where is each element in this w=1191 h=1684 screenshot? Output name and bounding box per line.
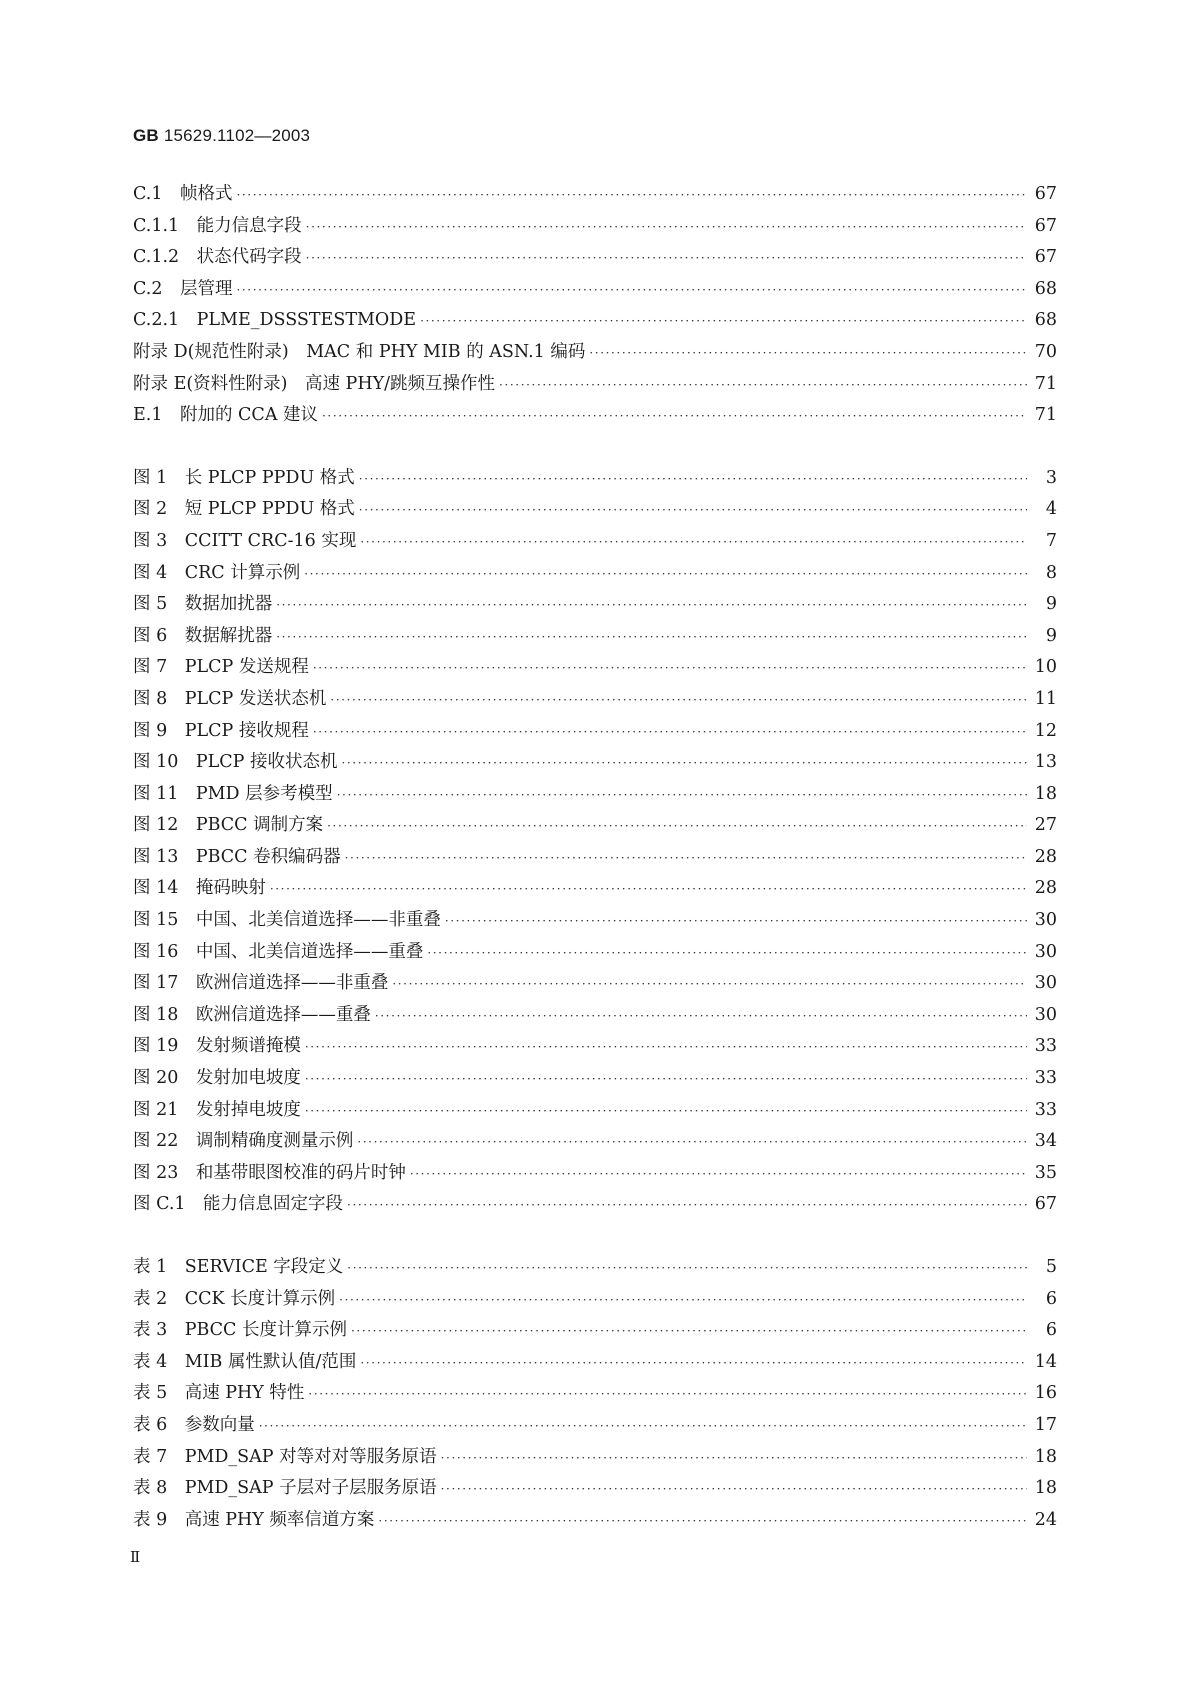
toc-entry[interactable] bbox=[133, 1190, 1057, 1222]
toc-entry-page: 17 bbox=[1034, 1414, 1057, 1435]
toc-entry-page: 68 bbox=[1034, 278, 1057, 299]
dot-leader bbox=[306, 220, 1027, 234]
toc-entry-page: 14 bbox=[1034, 1351, 1057, 1372]
dot-leader bbox=[322, 409, 1027, 423]
dot-leader bbox=[304, 567, 1027, 581]
dot-leader bbox=[360, 535, 1027, 549]
toc-entry-page: 67 bbox=[1034, 1194, 1057, 1215]
toc-entry[interactable] bbox=[133, 338, 1057, 370]
dot-leader bbox=[339, 1293, 1027, 1307]
toc-entry[interactable] bbox=[133, 212, 1057, 244]
dot-leader bbox=[341, 756, 1026, 770]
toc-entry-page: 70 bbox=[1034, 341, 1057, 362]
table-of-contents bbox=[133, 180, 1057, 1537]
toc-entry[interactable] bbox=[133, 969, 1057, 1001]
toc-entry-title: 图 6 数据解扰器 bbox=[133, 625, 273, 646]
toc-entry-title: 附录 E(资料性附录) 高速 PHY/跳频互操作性 bbox=[133, 373, 496, 394]
toc-entry[interactable] bbox=[133, 180, 1057, 212]
toc-entry-page: 30 bbox=[1034, 1004, 1057, 1025]
toc-entry-title: 图 3 CCITT CRC-16 实现 bbox=[133, 530, 357, 551]
dot-leader bbox=[270, 882, 1027, 896]
dot-leader bbox=[306, 251, 1027, 265]
toc-entry-title: 图 14 掩码映射 bbox=[133, 878, 266, 899]
toc-entry-title: 图 13 PBCC 卷积编码器 bbox=[133, 846, 341, 867]
toc-entry-title: 图 11 PMD 层参考模型 bbox=[133, 783, 333, 804]
toc-entry-page: 35 bbox=[1034, 1162, 1057, 1183]
toc-entry-title: 表 5 高速 PHY 特性 bbox=[133, 1383, 305, 1404]
toc-entry-page: 71 bbox=[1034, 405, 1057, 426]
dot-leader bbox=[420, 314, 1027, 328]
toc-entry-title: 附录 D(规范性附录) MAC 和 PHY MIB 的 ASN.1 编码 bbox=[133, 341, 586, 362]
toc-entry[interactable] bbox=[133, 1348, 1057, 1380]
dot-leader bbox=[359, 472, 1027, 486]
toc-entry-page: 7 bbox=[1045, 530, 1057, 551]
toc-entry-title: 图 19 发射频谱掩模 bbox=[133, 1036, 301, 1057]
toc-entry-title: 图 9 PLCP 接收规程 bbox=[133, 720, 309, 741]
dot-leader bbox=[378, 1514, 1026, 1528]
dot-leader bbox=[259, 1419, 1027, 1433]
toc-entry-page: 30 bbox=[1034, 941, 1057, 962]
toc-entry-page: 33 bbox=[1034, 1068, 1057, 1089]
dot-leader bbox=[357, 1135, 1026, 1149]
toc-entry[interactable] bbox=[133, 527, 1057, 559]
toc-entry-page: 8 bbox=[1045, 562, 1057, 583]
toc-entry-title: C.1.1 能力信息字段 bbox=[133, 215, 302, 236]
toc-entry-page: 16 bbox=[1034, 1383, 1057, 1404]
dot-leader bbox=[313, 725, 1027, 739]
toc-section bbox=[133, 1253, 1057, 1537]
toc-entry-title: 图 5 数据加扰器 bbox=[133, 594, 273, 615]
toc-entry-title: 图 10 PLCP 接收状态机 bbox=[133, 752, 338, 773]
toc-entry-page: 28 bbox=[1034, 846, 1057, 867]
standard-number: 15629.1102—2003 bbox=[163, 126, 311, 145]
dot-leader bbox=[347, 1198, 1027, 1212]
toc-entry-page: 30 bbox=[1034, 973, 1057, 994]
toc-entry-page: 12 bbox=[1034, 720, 1057, 741]
toc-entry-title: 图 22 调制精确度测量示例 bbox=[133, 1131, 354, 1152]
standard-prefix: GB bbox=[133, 126, 159, 145]
toc-entry-page: 5 bbox=[1045, 1257, 1057, 1277]
dot-leader bbox=[499, 378, 1027, 392]
toc-entry-page: 6 bbox=[1045, 1288, 1057, 1309]
dot-leader bbox=[360, 1356, 1026, 1370]
dot-leader bbox=[427, 946, 1026, 960]
toc-entry-page: 67 bbox=[1034, 247, 1057, 268]
toc-entry-page: 24 bbox=[1034, 1509, 1057, 1530]
toc-entry[interactable] bbox=[133, 1506, 1057, 1538]
toc-entry-page: 67 bbox=[1034, 184, 1057, 204]
toc-entry-title: 图 18 欧洲信道选择——重叠 bbox=[133, 1004, 371, 1025]
toc-entry[interactable] bbox=[133, 1285, 1057, 1317]
page-number-footer: Ⅱ bbox=[130, 1548, 141, 1566]
toc-entry-title: 表 9 高速 PHY 频率信道方案 bbox=[133, 1509, 375, 1530]
toc-entry-page: 68 bbox=[1034, 310, 1057, 331]
toc-entry[interactable] bbox=[133, 874, 1057, 906]
toc-entry-page: 18 bbox=[1034, 1478, 1057, 1499]
toc-entry[interactable] bbox=[133, 1127, 1057, 1159]
toc-entry[interactable] bbox=[133, 1411, 1057, 1443]
toc-entry[interactable] bbox=[133, 590, 1057, 622]
toc-entry[interactable] bbox=[133, 938, 1057, 970]
toc-entry[interactable] bbox=[133, 306, 1057, 338]
toc-entry-title: 图 4 CRC 计算示例 bbox=[133, 562, 301, 583]
toc-entry-page: 18 bbox=[1034, 783, 1057, 804]
dot-leader bbox=[441, 1482, 1027, 1496]
toc-entry-title: 图 12 PBCC 调制方案 bbox=[133, 815, 324, 836]
toc-entry-page: 71 bbox=[1034, 373, 1057, 394]
dot-leader bbox=[305, 1040, 1027, 1054]
dot-leader bbox=[337, 788, 1027, 802]
toc-entry[interactable] bbox=[133, 811, 1057, 843]
toc-entry-title: 图 15 中国、北美信道选择——非重叠 bbox=[133, 910, 441, 931]
toc-entry[interactable] bbox=[133, 275, 1057, 307]
toc-entry[interactable] bbox=[133, 1032, 1057, 1064]
toc-entry-page: 28 bbox=[1034, 878, 1057, 899]
toc-entry-title: 表 7 PMD_SAP 对等对对等服务原语 bbox=[133, 1446, 437, 1467]
toc-entry-page: 4 bbox=[1045, 499, 1057, 520]
dot-leader bbox=[392, 977, 1026, 991]
toc-entry-page: 27 bbox=[1034, 815, 1057, 836]
toc-entry-title: 表 4 MIB 属性默认值/范围 bbox=[133, 1351, 357, 1372]
toc-entry[interactable] bbox=[133, 1001, 1057, 1033]
toc-entry-title: 图 17 欧洲信道选择——非重叠 bbox=[133, 973, 389, 994]
dot-leader bbox=[305, 1104, 1027, 1118]
toc-entry-page: 34 bbox=[1034, 1131, 1057, 1152]
dot-leader bbox=[327, 819, 1027, 833]
toc-entry[interactable] bbox=[133, 1159, 1057, 1191]
dot-leader bbox=[305, 1072, 1027, 1086]
toc-entry-page: 18 bbox=[1034, 1446, 1057, 1467]
toc-entry[interactable] bbox=[133, 1316, 1057, 1348]
toc-entry-title: 表 2 CCK 长度计算示例 bbox=[133, 1288, 336, 1309]
toc-entry-title: 图 23 和基带眼图校准的码片时钟 bbox=[133, 1162, 406, 1183]
toc-entry-title: 图 2 短 PLCP PPDU 格式 bbox=[133, 499, 355, 520]
dot-leader bbox=[276, 630, 1027, 644]
toc-entry[interactable] bbox=[133, 685, 1057, 717]
dot-leader bbox=[347, 1261, 1027, 1275]
toc-entry-page: 67 bbox=[1034, 215, 1057, 236]
dot-leader bbox=[308, 1387, 1026, 1401]
toc-entry-page: 11 bbox=[1034, 688, 1057, 709]
toc-section bbox=[133, 180, 1057, 433]
toc-entry[interactable] bbox=[133, 1443, 1057, 1475]
toc-entry-title: C.1.2 状态代码字段 bbox=[133, 247, 302, 268]
toc-entry-page: 6 bbox=[1045, 1320, 1057, 1341]
toc-entry[interactable] bbox=[133, 622, 1057, 654]
toc-entry[interactable] bbox=[133, 1379, 1057, 1411]
dot-leader bbox=[441, 1451, 1027, 1465]
toc-entry[interactable] bbox=[133, 1253, 1057, 1285]
toc-entry-title: 表 6 参数向量 bbox=[133, 1414, 255, 1435]
dot-leader bbox=[345, 851, 1027, 865]
toc-entry-page: 9 bbox=[1045, 625, 1057, 646]
dot-leader bbox=[276, 598, 1027, 612]
toc-entry-title: C.2.1 PLME_DSSSTESTMODE bbox=[133, 310, 417, 331]
dot-leader bbox=[236, 188, 1026, 202]
dot-leader bbox=[313, 661, 1027, 675]
toc-entry[interactable] bbox=[133, 1096, 1057, 1128]
toc-entry[interactable] bbox=[133, 653, 1057, 685]
toc-entry-page: 13 bbox=[1034, 752, 1057, 773]
toc-entry-title: C.1 帧格式 bbox=[133, 184, 233, 204]
dot-leader bbox=[375, 1009, 1027, 1023]
document-header bbox=[133, 126, 310, 146]
toc-entry[interactable] bbox=[133, 495, 1057, 527]
toc-entry[interactable] bbox=[133, 717, 1057, 749]
toc-entry[interactable] bbox=[133, 843, 1057, 875]
dot-leader bbox=[445, 914, 1027, 928]
dot-leader bbox=[359, 503, 1027, 517]
toc-entry[interactable] bbox=[133, 780, 1057, 812]
toc-entry-page: 33 bbox=[1034, 1036, 1057, 1057]
toc-entry-title: 图 1 长 PLCP PPDU 格式 bbox=[133, 467, 355, 488]
toc-entry-title: 图 7 PLCP 发送规程 bbox=[133, 657, 309, 678]
dot-leader bbox=[236, 283, 1026, 297]
toc-entry-title: 图 16 中国、北美信道选择——重叠 bbox=[133, 941, 424, 962]
toc-entry[interactable] bbox=[133, 748, 1057, 780]
toc-entry[interactable] bbox=[133, 1064, 1057, 1096]
toc-entry[interactable] bbox=[133, 906, 1057, 938]
toc-entry-title: 图 C.1 能力信息固定字段 bbox=[133, 1194, 344, 1215]
toc-entry-title: 图 21 发射掉电坡度 bbox=[133, 1099, 301, 1120]
toc-entry-title: 表 1 SERVICE 字段定义 bbox=[133, 1257, 344, 1277]
toc-entry[interactable] bbox=[133, 370, 1057, 402]
toc-entry-title: 表 3 PBCC 长度计算示例 bbox=[133, 1320, 347, 1341]
toc-entry-page: 30 bbox=[1034, 910, 1057, 931]
toc-entry[interactable] bbox=[133, 401, 1057, 433]
toc-entry-title: 图 20 发射加电坡度 bbox=[133, 1068, 301, 1089]
dot-leader bbox=[330, 693, 1026, 707]
dot-leader bbox=[589, 346, 1026, 360]
toc-entry-page: 33 bbox=[1034, 1099, 1057, 1120]
toc-section bbox=[133, 464, 1057, 1222]
toc-entry[interactable] bbox=[133, 464, 1057, 496]
dot-leader bbox=[351, 1324, 1027, 1338]
toc-entry-title: 图 8 PLCP 发送状态机 bbox=[133, 688, 327, 709]
toc-entry[interactable] bbox=[133, 1474, 1057, 1506]
toc-entry-title: E.1 附加的 CCA 建议 bbox=[133, 405, 319, 426]
toc-entry[interactable] bbox=[133, 243, 1057, 275]
toc-entry-title: C.2 层管理 bbox=[133, 278, 233, 299]
toc-entry-page: 10 bbox=[1034, 657, 1057, 678]
toc-entry-page: 3 bbox=[1045, 467, 1057, 488]
toc-entry[interactable] bbox=[133, 559, 1057, 591]
toc-entry-title: 表 8 PMD_SAP 子层对子层服务原语 bbox=[133, 1478, 437, 1499]
toc-entry-page: 9 bbox=[1045, 594, 1057, 615]
dot-leader bbox=[410, 1167, 1027, 1181]
